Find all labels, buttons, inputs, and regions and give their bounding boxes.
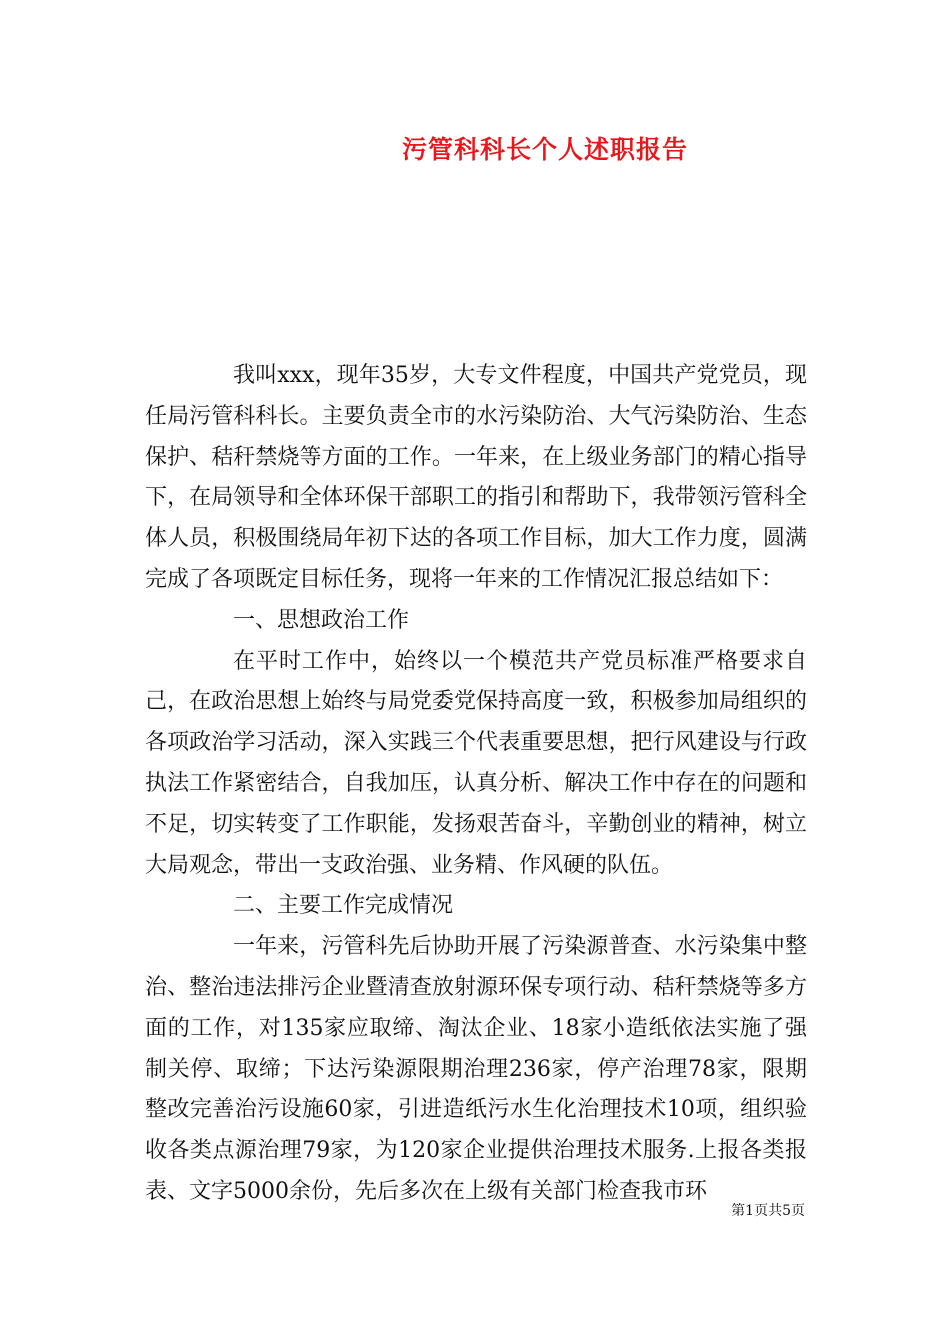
paragraph-work: 一年来，污管科先后协助开展了污染源普查、水污染集中整治、整治违法排污企业暨清查放射源环保专项行动、秸秆禁烧等多方面的工作，对135家应取缔、淘汰企业、18家小造纸依法实施了强制关停、取缔；下达污染源限期治理236家，停产治理78家，限期整改完善治污设施60家，引进造纸污水生化治理技术10项，组织验收各类点源治理79家，为120家企业提供治理技术服务.上报各类报表、文字5000余份，先后多次在上级有关部门检查我市环	[145, 934, 807, 1204]
page-title: 污管科科长个人述职报告	[401, 135, 688, 164]
page-number-footer: 第1页共5页	[731, 1203, 805, 1219]
paragraph-intro: 我叫xxx，现年35岁，大专文件程度，中国共产党党员，现任局污管科科长。主要负责全市的水污染防治、大气污染防治、生态保护、秸秆禁烧等方面的工作。一年来，在上级业务部门的精心指导下，在局领导和全体环保干部职工的指引和帮助下，我带领污管科全体人员，积极围绕局年初下达的各项工作目标，加大工作力度，圆满完成了各项既定目标任务，现将一年来的工作情况汇报总结如下：	[145, 363, 807, 592]
paragraph-political: 在平时工作中，始终以一个模范共产党员标准严格要求自己，在政治思想上始终与局党委党保持高度一致，积极参加局组织的各项政治学习活动，深入实践三个代表重要思想，把行风建设与行政执法工作紧密结合，自我加压，认真分析、解决工作中存在的问题和不足，切实转变了工作职能，发扬艰苦奋斗，辛勤创业的精神，树立大局观念，带出一支政治强、业务精、作风硬的队伍。	[145, 648, 807, 878]
section-heading-2: 二、主要工作完成情况	[233, 893, 454, 919]
section-heading-1: 一、思想政治工作	[233, 607, 410, 633]
document-body	[145, 356, 807, 1213]
